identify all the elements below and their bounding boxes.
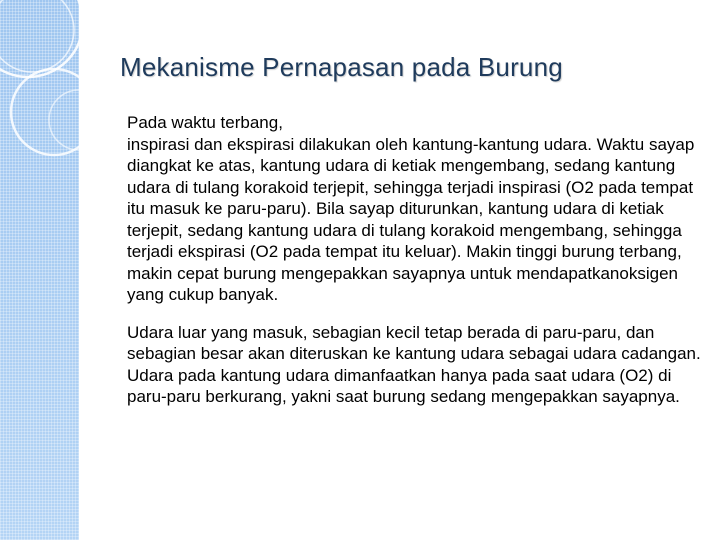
decorative-circle-mid — [11, 69, 97, 155]
paragraph-2-text: Udara luar yang masuk, sebagian kecil tetap berada di paru-paru, dan sebagian besar akan diteruskan ke kantung udara sebagai udara cadangan. Udara pada kantung udara dimanfaatkan hanya pada saat udara (O2) di paru-paru berkurang, yakni saat burung sedang mengepakkan sayapnya. — [127, 322, 701, 406]
paragraph-1 — [127, 112, 702, 306]
paragraph-1-text: inspirasi dan ekspirasi dilakukan oleh kantung-kantung udara. Waktu sayap diangkat ke atas, kantung udara di ketiak mengembang, sedang kantung udara di tulang korakoid terjepit, sehingga terjadi inspirasi (O2 pada tempat itu masuk ke paru-paru). Bila sayap diturunkan, kantung udara di ketiak terjepit, sedang kantung udara di tulang korakoid mengembang, sehingga terjadi ekspirasi (O2 pada tempat itu keluar). Makin tinggi burung terbang, makin cepat burung mengepakkan sayapnya untuk mendapatkanoksigen yang cukup banyak. — [127, 134, 695, 304]
decorative-circle-large-inner — [0, 0, 74, 72]
paragraph-1-lead: Pada waktu terbang, — [127, 113, 283, 132]
slide-title: Mekanisme Pernapasan pada Burung — [120, 52, 563, 82]
slide-body — [127, 112, 702, 408]
decorative-circle-small — [49, 90, 109, 150]
paragraph-2 — [127, 322, 702, 408]
